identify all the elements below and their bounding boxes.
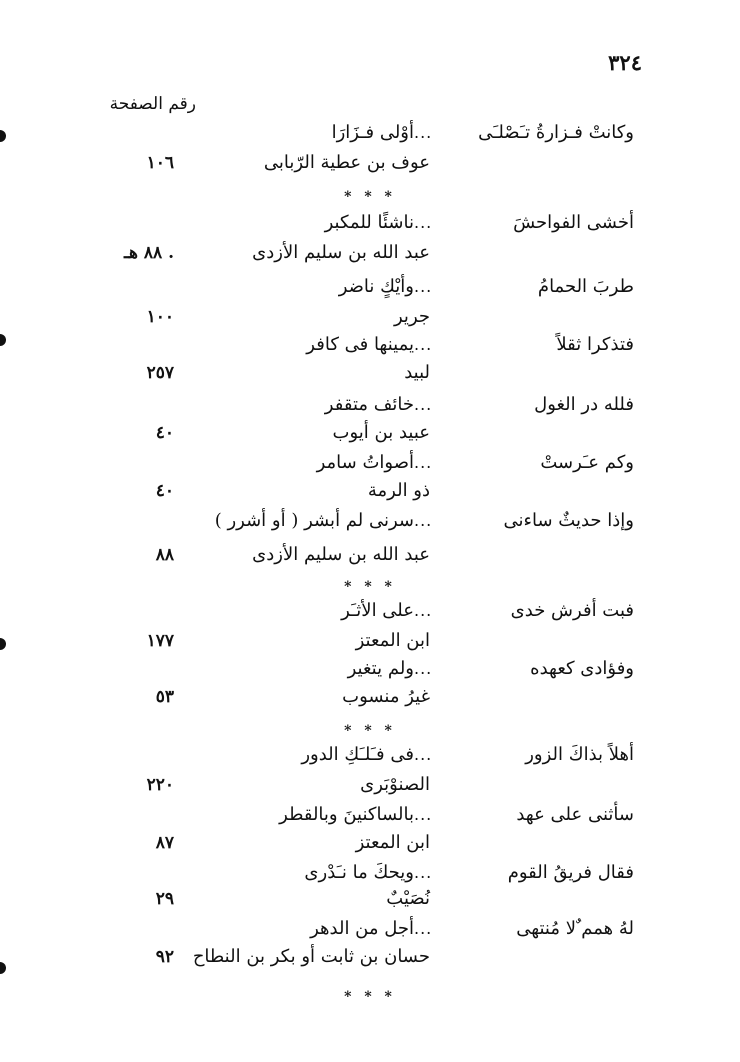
page-reference: ٨٨ (155, 545, 174, 565)
ellipsis: ... (414, 123, 433, 142)
ellipsis: ... (414, 335, 433, 354)
verse-first-half: فقال فريقُ القوم (507, 862, 634, 883)
stars-separator: * * * (344, 579, 396, 595)
poet-name: عوف بن عطية الرّبابى (263, 152, 430, 173)
poet-name: غيرُ منسوب (342, 686, 430, 707)
poet-name: عبد الله بن سليم الأزدى (252, 242, 430, 263)
verse-first-half: فتذكرا ثقلاً (556, 334, 634, 355)
verse-second-half: على الأثـَر (341, 600, 414, 621)
verse-second-half: خائف متقفر (324, 394, 414, 415)
page-reference: ٤٠ (155, 423, 174, 443)
verse-line (0, 594, 740, 628)
poet-name: جرير (394, 306, 430, 327)
verse-first-half: وفؤادى كعهده (530, 658, 634, 679)
verse-first-half: طربَ الحمامُ (537, 276, 634, 297)
ellipsis: ... (414, 659, 433, 678)
page-reference: ١٠٠ (146, 307, 174, 327)
poet-name: ذو الرمة (367, 480, 430, 501)
poet-name: الصنوْبَرى (360, 774, 430, 795)
poet-name: نُصَيْبٌ (386, 888, 430, 909)
verse-first-half: وكم عـَرستْ (540, 452, 634, 473)
verse-first-half: أهلاً بذاكَ الزور (525, 744, 634, 765)
verse-second-half: أوْلى فـزَارَا (331, 122, 414, 143)
page-reference: ١٠٦ (146, 153, 174, 173)
verse-first-half: وكانتْ فـزارةُ تـَصْلـَى (478, 122, 634, 143)
page-reference: ٩٢ (155, 947, 174, 967)
poet-name: ابن المعتز (355, 832, 430, 853)
verse-first-half: وإذا حديثٌ ساءنى (503, 510, 634, 531)
verse-second-half: يمينها فى كافر (306, 334, 414, 355)
ellipsis: ... (414, 213, 433, 232)
stars-separator: * * * (344, 189, 396, 205)
ellipsis: ... (414, 277, 433, 296)
ellipsis: ... (414, 863, 433, 882)
attribution-line (0, 236, 740, 270)
verse-second-half: وأيْكٍ ناضر (338, 276, 414, 297)
ellipsis: ... (414, 745, 433, 764)
verse-second-half: أصواتُ سامر (316, 452, 414, 473)
ellipsis: ... (414, 919, 433, 938)
verse-second-half: فى فـَلـَكِ الدور (301, 744, 414, 765)
page-reference: ٥٣ (155, 687, 174, 707)
attribution-line (0, 416, 740, 450)
page-reference: ٢٩ (155, 889, 174, 909)
attribution-line (0, 356, 740, 390)
page-reference: ٢٢٠ (146, 775, 174, 795)
verse-second-half: أجل من الدهر (310, 918, 414, 939)
page-reference: ٤٠ (155, 481, 174, 501)
verse-line (0, 116, 740, 150)
ellipsis: ... (414, 453, 433, 472)
verse-line (0, 270, 740, 304)
verse-second-half: ولم يتغير (347, 658, 414, 679)
attribution-line (0, 680, 740, 714)
poet-name: ابن المعتز (355, 630, 430, 651)
attribution-line (0, 146, 740, 180)
verse-first-half: لهُ همم ٌلا مُنتهى (516, 918, 634, 939)
ellipsis: ... (414, 601, 433, 620)
ellipsis: ... (414, 511, 433, 530)
verse-first-half: سأثنى على عهد (516, 804, 634, 825)
stars-separator: * * * (344, 723, 396, 739)
verse-second-half: بالساكنينَ وبالقطر (279, 804, 414, 825)
verse-first-half: فلله در الغول (534, 394, 634, 415)
verse-second-half: ويحكَ ما نـَدْرى (304, 862, 414, 883)
stars-separator: * * * (344, 989, 396, 1005)
attribution-line (0, 768, 740, 802)
poet-name: عبد الله بن سليم الأزدى (252, 544, 430, 565)
ellipsis: ... (414, 395, 433, 414)
attribution-line (0, 474, 740, 508)
verse-second-half: سرنى لم أبشر ( أو أشرر ) (214, 510, 414, 531)
poet-name: لبيد (404, 362, 430, 383)
verse-first-half: فبت أفرش خدى (510, 600, 634, 621)
page-reference: ١٧٧ (146, 631, 174, 651)
attribution-line (0, 538, 740, 572)
poet-name: حسان بن ثابت أو بكر بن النطاح (192, 946, 430, 967)
verse-second-half: ناشئًا للمكبر (324, 212, 414, 233)
verse-line (0, 738, 740, 772)
page-reference: ٢٥٧ (146, 363, 174, 383)
column-header: رقم الصفحة (109, 94, 196, 114)
separator-row (0, 980, 740, 1014)
ellipsis: ... (414, 805, 433, 824)
verse-line (0, 504, 740, 538)
page-reference: . ٨٨ هـ (124, 243, 174, 263)
verse-line (0, 206, 740, 240)
page-number: ٣٢٤ (608, 50, 642, 75)
page-reference: ٨٧ (155, 833, 174, 853)
attribution-line (0, 940, 740, 974)
attribution-line (0, 826, 740, 860)
verse-first-half: أخشى الفواحشَ (513, 212, 634, 233)
poet-name: عبيد بن أيوب (332, 422, 430, 443)
attribution-line (0, 882, 740, 916)
